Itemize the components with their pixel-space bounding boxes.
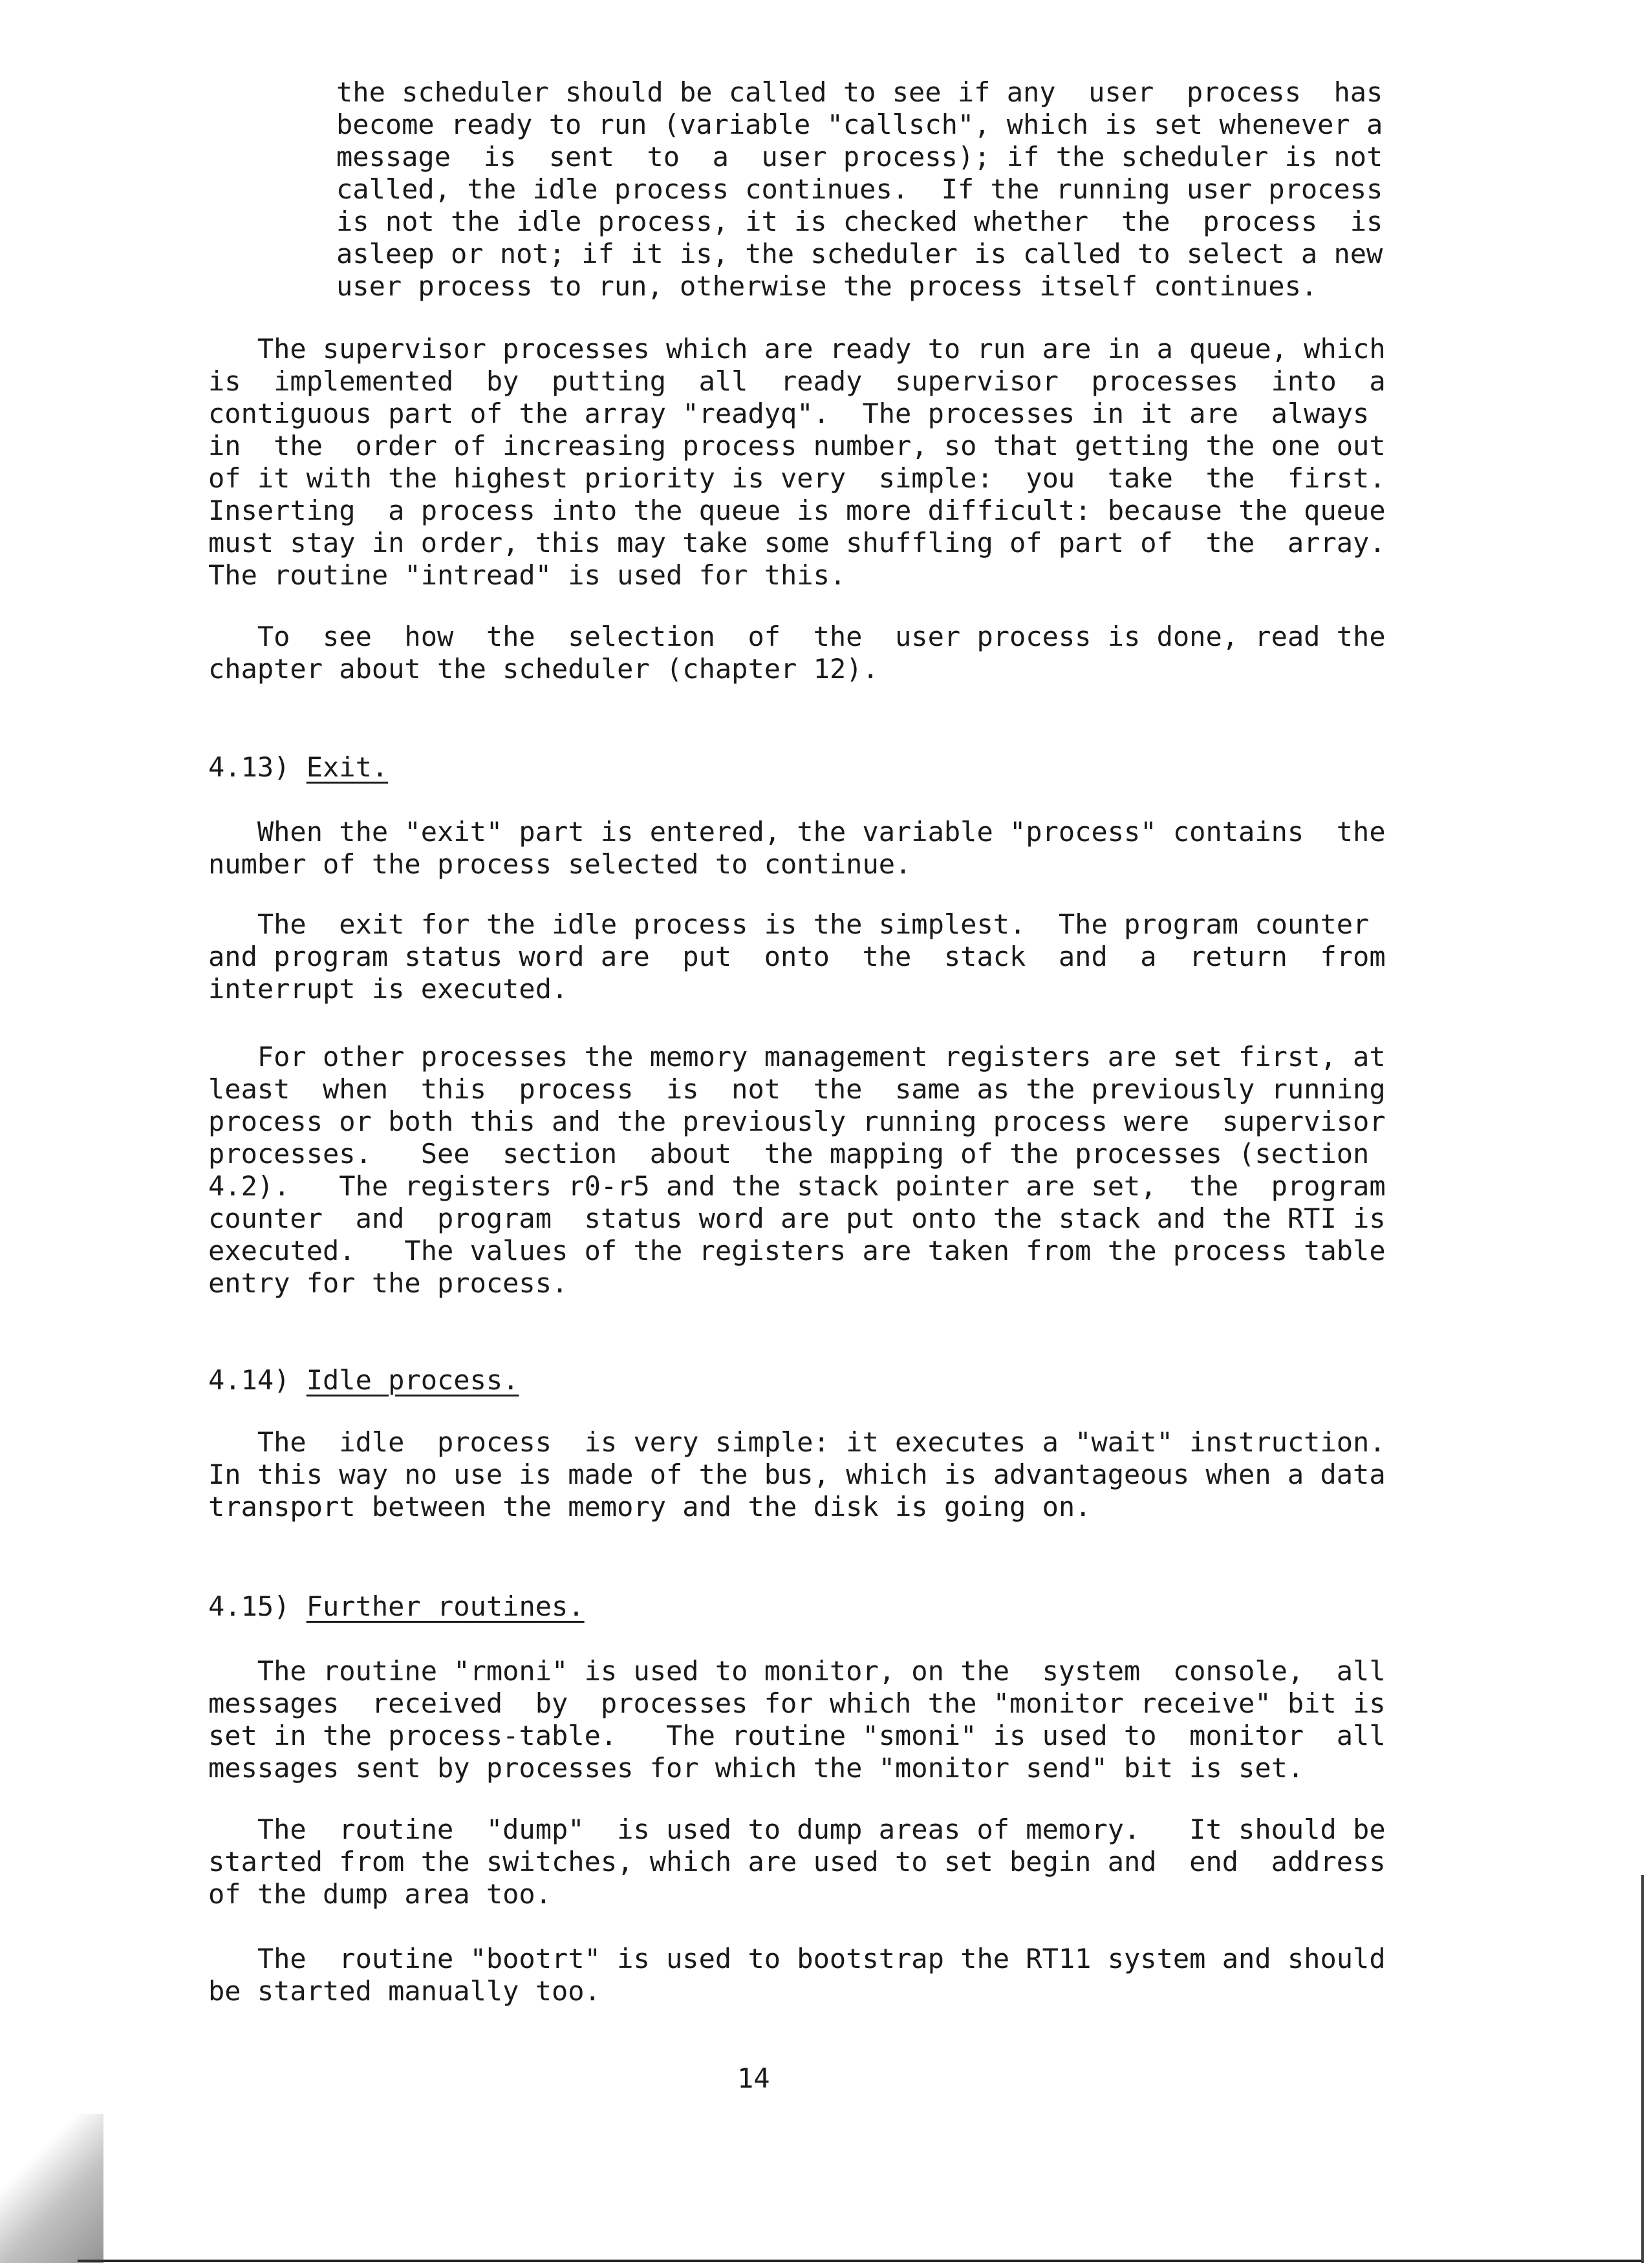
section-number: 4.13) [208,751,290,783]
paragraph-other-processes: For other processes the memory management registers are set first, at least when this process is not the same as the previously running process or both this and the previously running process were supervisor processes. See section about the mapping of the processes (section 4.2). The registers r0-r5 and the stack pointer are set, the program counter and program status word are put onto the stack and the RTI is executed. The values of the registers are taken from the process table entry for the process. [208,1041,1386,1299]
section-number: 4.14) [208,1364,290,1396]
right-edge-shadow [1641,1875,1644,2263]
section-heading-exit [208,751,388,784]
paragraph-idle-process: The idle process is very simple: it executes a "wait" instruction. In this way no use is made of the bus, which is advantageous when a data transport between the memory and the disk is going on. [208,1426,1386,1523]
paragraph-supervisor-queue: The supervisor processes which are ready to run are in a queue, which is implemented by putting all ready supervisor processes into a contiguous part of the array "readyq". The processes in it are always in the order of increasing process number, so that getting the one out of it with the highest priority is very simple: you take the first. Inserting a process into the queue is more difficult: because the queue must stay in order, this may take some shuffling of part of the array. The routine "intread" is used for this. [208,333,1386,591]
paragraph-dump-routine: The routine "dump" is used to dump areas of memory. It should be started from the switches, which are used to set begin and end address of the dump area too. [208,1813,1386,1910]
paragraph-user-process-selection: To see how the selection of the user process is done, read the chapter about the scheduler (chapter 12). [208,621,1386,685]
section-heading-idle-process [208,1364,519,1396]
paragraph-scheduler-call: the scheduler should be called to see if any user process has become ready to run (variable "callsch", which is set whenever a message is sent to a user process); if the scheduler is not called, the idle process continues. If the running user process is not the idle process, it is checked whether the process is asleep or not; if it is, the scheduler is called to select a new user process to run, otherwise the process itself continues. [336,76,1383,302]
corner-smudge [0,2114,103,2263]
paragraph-idle-exit: The exit for the idle process is the simplest. The program counter and program status word are put onto the stack and a return from interrupt is executed. [208,908,1386,1005]
paragraph-bootrt-routine: The routine "bootrt" is used to bootstrap the RT11 system and should be started manually too. [208,1943,1386,2007]
section-number: 4.15) [208,1590,290,1622]
section-title: Idle process. [306,1364,519,1396]
section-title: Further routines. [306,1590,585,1622]
page-number: 14 [737,2062,770,2094]
bottom-edge-line [78,2260,1643,2262]
paragraph-exit-entered: When the "exit" part is entered, the variable "process" contains the number of the process selected to continue. [208,816,1386,880]
paragraph-monitor-routines: The routine "rmoni" is used to monitor, on the system console, all messages received by processes for which the "monitor receive" bit is set in the process-table. The routine "smoni" is used to monitor all messages sent by processes for which the "monitor send" bit is set. [208,1655,1386,1784]
section-title: Exit. [306,751,389,783]
section-heading-further-routines [208,1590,585,1623]
